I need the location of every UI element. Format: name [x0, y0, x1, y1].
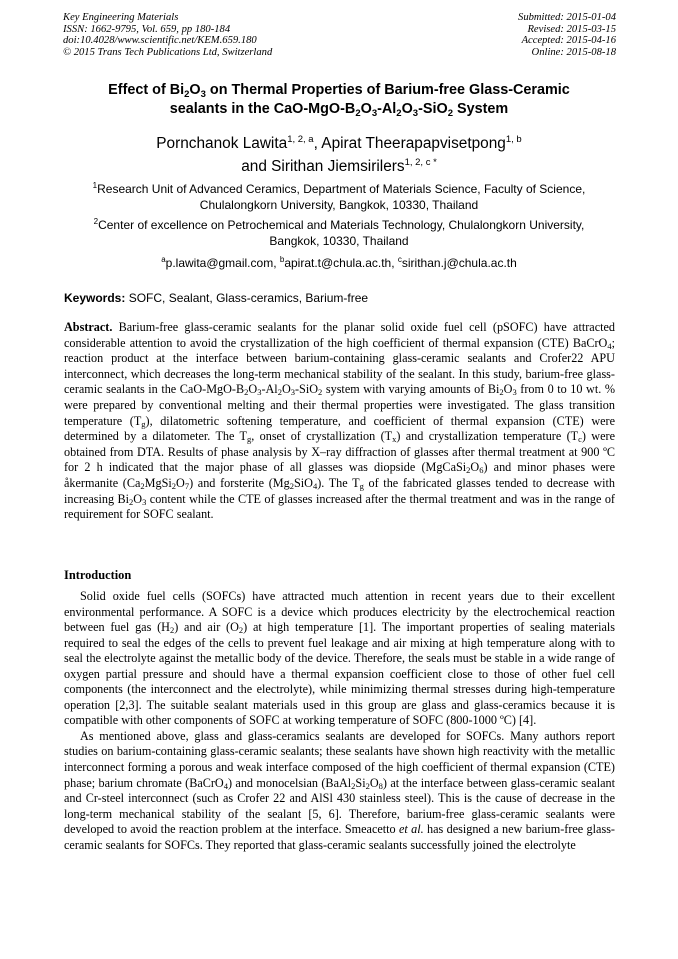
author-name: and Sirithan Jiemsirilers	[241, 158, 405, 175]
author-name: Pornchanok Lawita	[156, 135, 288, 152]
keywords-label: Keywords:	[64, 291, 126, 305]
authors-line-1: Pornchanok Lawita$^{1, 2, a}$, Apirat Theerapapvisetpong$^{1, b}$	[156, 134, 522, 152]
submitted-date: Submitted: 2015-01-04	[518, 12, 616, 23]
revised-date: Revised: 2015-03-15	[527, 23, 616, 35]
introduction-body	[64, 589, 615, 853]
keywords-text: SOFC, Sealant, Glass-ceramics, Barium-free	[125, 291, 369, 305]
abstract: Abstract. Barium-free glass-ceramic sealants for the planar solid oxide fuel cell (pSOFC) have attracted considerable attention to avoid the crystallization of the high coefficient of thermal expansion (CTE) BaCrO$_4$; reaction product at the interface between barium-containing glass-ceramic sealants and Crofer22 APU interconnect, which decreases the long-term mechanical stability of the sealant. In this study, barium-free glass-ceramic sealants in the CaO-$MgO-B_2O_3-Al_2O_3-SiO_2$ system with varying amounts of $Bi_2O_3$ from 0 to 10 wt. % were prepared by conventional melting and their thermal properties were investigated. The glass transition temperature $(T_g)$, dilatometric softening temperature, and coefficient of thermal expansion (CTE) were determined by a dilatometer. The $T_g$, onset of crystallization $(T_x)$ and crystallization temperature $(T_c)$ were obtained from DTA. Results of phase analysis by X–ray diffraction of glasses after thermal treatment at 900 ºC for 2 h indicated that the major phase of all glasses was diopside $(MgCaSi_2O_6)$ and minor phases were åkermanite $(Ca_2MgSi_2O_7)$ and forsterite $(Mg_2SiO_4)$. The $T_g$ of the fabricated glasses tended to decrease with increasing $Bi_2O_3$ content while the CTE of glasses increased after the thermal treatment and was in the range of requirement for SOFC sealant.	[64, 320, 616, 522]
journal-name: Key Engineering Materials	[63, 12, 179, 23]
journal-header-right	[518, 12, 616, 58]
author-list	[40, 132, 638, 178]
section-heading-introduction: Introduction	[64, 568, 132, 582]
online-date: Online: 2015-08-18	[531, 46, 616, 58]
copyright-line: © 2015 Trans Tech Publications Ltd, Switzerland	[63, 46, 273, 58]
journal-header-left	[63, 12, 272, 58]
affiliation-1: $^1$Research Unit of Advanced Ceramics, Department of Materials Science, Faculty of Science, Chulalongkorn University, Bangkok, 10330, Thailand	[92, 181, 586, 212]
issn-line: ISSN: 1662-9795, Vol. 659, pp 180-184	[63, 23, 231, 35]
paper-title	[40, 81, 638, 119]
authors-line-2: and Sirithan Jiemsirilers$^{1, 2, c *}$	[241, 157, 437, 175]
author-name: , Apirat Theerapapvisetpong	[313, 135, 506, 152]
title-line-2: sealants in the CaO-$MgO-B_2O_3-Al_2O_3-SiO_2$ System	[169, 101, 509, 119]
abstract-label: Abstract.	[64, 320, 113, 334]
paragraph: As mentioned above, glass and glass-ceramics sealants are developed for SOFCs. Many authors report studies on barium-containing glass-ceramic sealants; these sealants have shown high reactivity with the metallic interconnect forming a porous and weak interface composed of the high coefficient of thermal expansion (CTE) phase; barium chromate (BaCrO$_4$) and monocelsian $(BaAl_2Si_2O_8)$ at the interface between glass-ceramic sealant and Cr-steel interconnect (such as Crofer 22 and AlSl 430 stainless steel). This is the cause of decrease in the long-term mechanical stability of the sealant [5, 6]. Therefore, barium-free glass-ceramic sealants were developed to avoid the reaction problem at the interface. Smeacetto et al. has designed a new barium-free glass-ceramic sealants for SOFCs. They reported that glass-ceramic sealants successfully joined the electrolyte	[64, 728, 615, 852]
email-link[interactable]: apirat.t@chula.ac.th,	[284, 256, 398, 270]
email-link[interactable]: p.lawita@gmail.com,	[165, 256, 280, 270]
keywords	[64, 291, 616, 306]
paragraph: Solid oxide fuel cells (SOFCs) have attracted much attention in recent years due to their excellent environmental performance. A SOFC is a device which produces electricity by the electrochemical reaction between fuel gas $(H_2)$ and air $(O_2)$ at high temperature [1]. The important properties of sealing materials required to seal the edges of the cells to prevent fuel leakage and air mixing at high temperature along with to seal the electrolyte against the metallic body of the device. Therefore, the seals must be stable in a wide range of oxygen partial pressure and should have a thermal expansion coefficient close to those of other fuel cell components (the interconnect and the electrolyte), while minimizing thermal stresses during high-temperature operation [2,3]. The suitable sealant materials used in this group are glass and glass-ceramics because it is compatible with other components of SOFC at working temperature of SOFC (800-1000 ºC) [4].	[64, 589, 615, 728]
affiliation-2: $^2$Center of excellence on Petrochemical and Materials Technology, Chulalongkorn University, Bangkok, 10330, Thailand	[93, 217, 585, 248]
author-emails: $^a$p.lawita@gmail.com, $^b$apirat.t@chula.ac.th, $^c$sirithan.j@chula.ac.th	[161, 255, 517, 270]
accepted-date: Accepted: 2015-04-16	[521, 35, 616, 47]
email-link[interactable]: sirithan.j@chula.ac.th	[401, 256, 517, 270]
doi-line: doi:10.4028/www.scientific.net/KEM.659.180	[63, 35, 257, 47]
title-line-1: Effect of $Bi_2O_3$ on Thermal Properties of Barium-free Glass-Ceramic	[108, 82, 570, 100]
